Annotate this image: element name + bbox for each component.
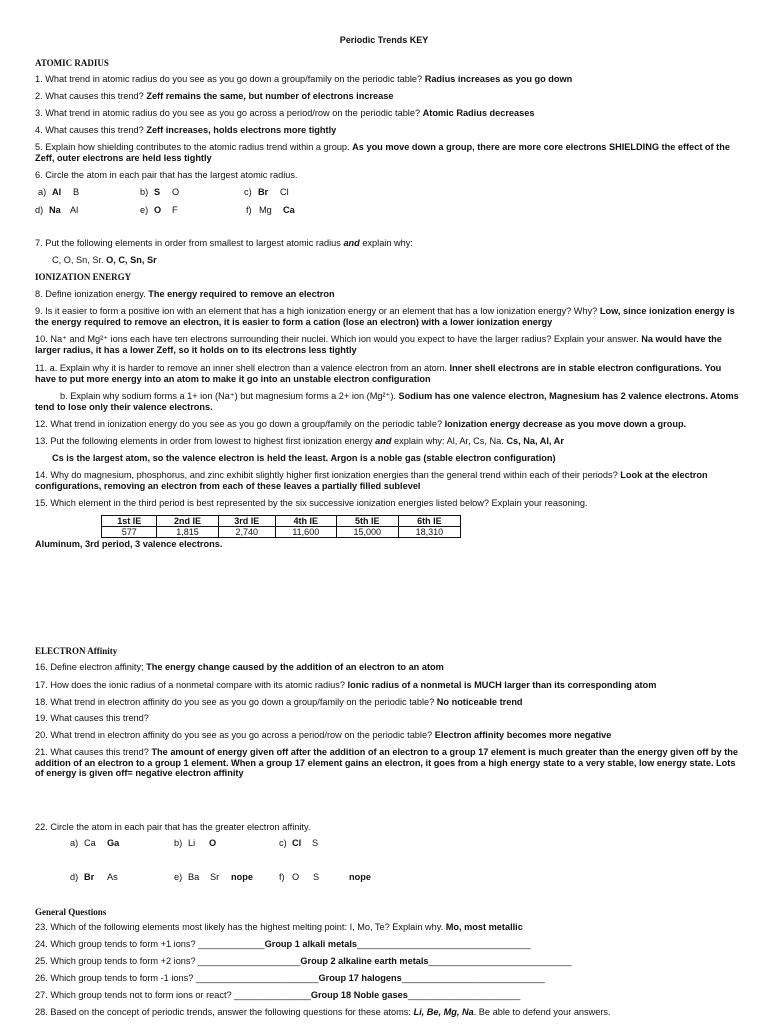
question-15: 15. Which element in the third period is best represented by the six successive ionization energies listed below? Explain your reasoning. xyxy=(35,498,588,508)
table-header-cell: 1st IE xyxy=(102,516,157,527)
question-3: 3. What trend in atomic radius do you see as you go across a period/row on the periodic table? Atomic Radius decreases xyxy=(35,108,535,118)
ionization-energy-table xyxy=(101,515,461,538)
table-cell: 11,600 xyxy=(275,527,336,538)
table-header-cell: 6th IE xyxy=(398,516,460,527)
table-header-row xyxy=(102,516,461,527)
question-25: 25. Which group tends to form +2 ions? ____________________Group 2 alkaline earth metals____________________________ xyxy=(35,956,572,966)
question-24: 24. Which group tends to form +1 ions? _____________Group 1 alkali metals__________________________________ xyxy=(35,939,531,949)
table-header-cell: 4th IE xyxy=(275,516,336,527)
question-5: 5. Explain how shielding contributes to the atomic radius trend within a group. As you move down a group, there are more core electrons SHIELDING the effect of the Zeff, outer electrons are held less tightly xyxy=(35,142,730,163)
table-cell: 2,740 xyxy=(218,527,275,538)
question-2: 2. What causes this trend? Zeff remains the same, but number of electrons increase xyxy=(35,91,394,101)
section-atomic-radius: ATOMIC RADIUS xyxy=(35,58,109,68)
question-19: 19. What causes this trend? xyxy=(35,713,149,723)
table-header-cell: 3rd IE xyxy=(218,516,275,527)
question-12: 12. What trend in ionization energy do you see as you go down a group/family on the periodic table? Ionization energy decrease as you move down a group. xyxy=(35,419,687,429)
page-title: Periodic Trends KEY xyxy=(339,35,429,45)
table-header-cell: 2nd IE xyxy=(157,516,218,527)
question-14: 14. Why do magnesium, phosphorus, and zinc exhibit slightly higher first ionization energies than the general trend within each of their periods? Look at the electron configurations, removing an electron from each of these leaves a partially filled sublevel xyxy=(35,470,708,491)
question-15-answer: Aluminum, 3rd period, 3 valence electrons. xyxy=(35,539,223,549)
question-28: 28. Based on the concept of periodic trends, answer the following questions for these atoms: Li, Be, Mg, Na. Be able to defend your answers. xyxy=(35,1007,611,1017)
question-17: 17. How does the ionic radius of a nonmetal compare with its atomic radius? Ionic radius of a nonmetal is MUCH larger than its corresponding atom xyxy=(35,680,657,690)
question-10: 10. Na⁺ and Mg²⁺ ions each have ten electrons surrounding their nuclei. Which ion would you expect to have the larger radius? Explain your answer. Na would have the larger radius, it has a lower Zeff, so it holds on to its electrons less tightly xyxy=(35,334,722,355)
question-21: 21. What causes this trend? The amount of energy given off after the addition of an electron to a group 17 element is much greater than the energy given off by the addition of an electron to a group 1 element. When a group 17 element gains an electron, it goes from a high energy state to a very stable, low energy state. Lots of energy is given off= negative electron affinity xyxy=(35,747,738,778)
table-header-cell: 5th IE xyxy=(336,516,398,527)
question-26: 26. Which group tends to form -1 ions? ________________________Group 17 halogens____________________________ xyxy=(35,973,545,983)
question-16: 16. Define electron affinity; The energy change caused by the addition of an electron to an atom xyxy=(35,662,444,672)
question-11a: 11. a. Explain why it is harder to remove an inner shell electron than a valence electron from an atom. Inner shell electrons are in stable electron configurations. You have to put more energy into an atom to make it go into an unstable electron configuration xyxy=(35,363,722,384)
table-cell: 18,310 xyxy=(398,527,460,538)
document-page: Periodic Trends KEY ATOMIC RADIUS 1. What trend in atomic radius do you see as you go down a group/family on the periodic table? Radius increases as you go down 2. What causes this trend? Zeff remains the same, but number of electrons increase 3. What trend in atomic radius do you see as you go across a period/row on the periodic table? Atomic Radius decreases 4. What causes this trend? Zeff increases, holds electrons more tightly 5. Explain how shielding contributes to the atomic radius trend within a group. As you move down a group, there are more core electrons SHIELDING the effect of the Zeff, outer electrons are held less tightly 6. Circle the atom in each pair that has the largest atomic radius. a) Al B b) S O c) Br Cl d) Na Al e) O F f) Mg Ca 7. Put the following elements in order from smallest to largest atomic radius and explain why: C, O, Sn, Sr. O, C, Sn, Sr IONIZATION ENERGY 8. Define ionization energy. The energy required to remove an electron 9. Is it easier to form a positive ion with an element that has a high ionization energy or an element that has a low ionization energy? Why? Low, since ionization energy is the energy required to remove an electron, it is easier to form a cation (lose an electron) with a lower ionization energy 10. Na⁺ and Mg²⁺ ions each have ten electrons surrounding their nuclei. Which ion would you expect to have the larger radius? Explain your answer. Na would have the larger radius, it has a lower Zeff, so it holds on to its electrons less tightly 11. a. Explain why it is harder to remove an inner shell electron than a valence electron from an atom. Inner shell electrons are in stable electron configurations. You have to put more energy into an atom to make it go into an unstable electron configuration b. Explain why sodium forms a 1+ ion (Na⁺) but magnesium forms a 2+ ion (Mg²⁺). Sodium has one valence electron, Magnesium has 2 valence electrons. Atoms tend to lose only their valence electrons. 12. What trend in ionization energy do you see as you go down a group/family on the periodic table? Ionization energy decrease as you move down a group. 13. Put the following elements in order from lowest to highest first ionization energy and explain why: Al, Ar, Cs, Na. Cs, Na, Al, Ar Cs is the largest atom, so the valence electron is held the least. Argon is a noble gas (stable electron configuration) 14. Why do magnesium, phosphorus, and zinc exhibit slightly higher first ionization energies than the general trend within each of their periods? Look at the electron configurations, removing an electron from each of these leaves a partially filled sublevel 15. Which element in the third period is best represented by the six successive ionization energies listed below? Explain your reasoning. 1st IE 2nd IE 3rd IE 4th IE 5th IE 6th IE 577 1,815 2,740 11,600 15,000 18,310 Aluminum, 3rd period, 3 valence electrons. ELECTRON Affinity 16. Define electron affinity; The energy change caused by the addition of an electron to an atom 17. How does the ionic radius of a nonmetal compare with its atomic radius? Ionic radius of a nonmetal is MUCH larger than its corresponding atom 18. What trend in electron affinity do you see as you go down a group/family on the periodic table? No noticeable trend 19. What causes this trend? 20. What trend in electron affinity do you see as you go across a period/row on the periodic table? Electron affinity becomes more negative 21. What causes this trend? The amount of energy given off after the addition of an electron to a group 17 element is much greater than the energy given off by the addition of an electron to a group 1 element. When a group 17 element gains an electron, it goes from a high energy state to a very stable, low energy state. Lots of energy is given off= negative electron affinity 22. Circle the atom in each pair that has the greater electron affinity. a) Ca Ga b) Li O c) Cl S d) Br As e) Ba Sr nope f) O S nope General Questions 23. Which of the following elements most likely has the highest melting point: I, Mo, Te? Explain why. Mo, most metallic 24. Which group tends to form +1 ions? _____________Group 1 alkali metals__________________________________ 25. Which group tends to form +2 ions? ____________________Group 2 alkaline earth metals____________________________ 26. Which group tends to form -1 ions? ________________________Group 17 halogens____________________________ 27. Which group tends not to form ions or react? _______________Group 18 Noble gases______________________ 28. Based on the concept of periodic trends, answer the following questions for these atoms: Li, Be, Mg, Na. Be able to defend your answers. xyxy=(0,0,768,1024)
question-1: 1. What trend in atomic radius do you see as you go down a group/family on the periodic table? Radius increases as you go down xyxy=(35,74,573,84)
table-row xyxy=(102,527,461,538)
question-7-answer: C, O, Sn, Sr. O, C, Sn, Sr xyxy=(52,255,157,265)
table-cell: 1,815 xyxy=(157,527,218,538)
section-ionization-energy: IONIZATION ENERGY xyxy=(35,272,132,282)
question-20: 20. What trend in electron affinity do you see as you go across a period/row on the periodic table? Electron affinity becomes more negative xyxy=(35,730,612,740)
question-13-answer: Cs is the largest atom, so the valence electron is held the least. Argon is a noble gas (stable electron configuration) xyxy=(52,453,556,463)
question-8: 8. Define ionization energy. The energy required to remove an electron xyxy=(35,289,335,299)
question-23: 23. Which of the following elements most likely has the highest melting point: I, Mo, Te? Explain why. Mo, most metallic xyxy=(35,922,523,932)
question-9: 9. Is it easier to form a positive ion with an element that has a high ionization energy or an element that has a low ionization energy? Why? Low, since ionization energy is the energy required to remove an electron, it is easier to form a cation (lose an electron) with a lower ionization energy xyxy=(35,306,735,327)
question-13: 13. Put the following elements in order from lowest to highest first ionization energy and explain why: Al, Ar, Cs, Na. Cs, Na, Al, Ar xyxy=(35,436,564,446)
section-electron-affinity: ELECTRON Affinity xyxy=(35,646,118,656)
table-cell: 15,000 xyxy=(336,527,398,538)
section-general-questions: General Questions xyxy=(35,907,107,917)
question-18: 18. What trend in electron affinity do you see as you go down a group/family on the periodic table? No noticeable trend xyxy=(35,697,523,707)
question-11b: b. Explain why sodium forms a 1+ ion (Na⁺) but magnesium forms a 2+ ion (Mg²⁺). Sodium has one valence electron, Magnesium has 2 valence electrons. Atoms tend to lose only their valence electrons. xyxy=(35,391,739,412)
table-cell: 577 xyxy=(102,527,157,538)
question-27: 27. Which group tends not to form ions or react? _______________Group 18 Noble gases______________________ xyxy=(35,990,521,1000)
question-6: 6. Circle the atom in each pair that has the largest atomic radius. xyxy=(35,170,298,180)
question-22: 22. Circle the atom in each pair that has the greater electron affinity. xyxy=(35,822,311,832)
question-7: 7. Put the following elements in order from smallest to largest atomic radius and explain why: xyxy=(35,238,413,248)
question-4: 4. What causes this trend? Zeff increases, holds electrons more tightly xyxy=(35,125,337,135)
